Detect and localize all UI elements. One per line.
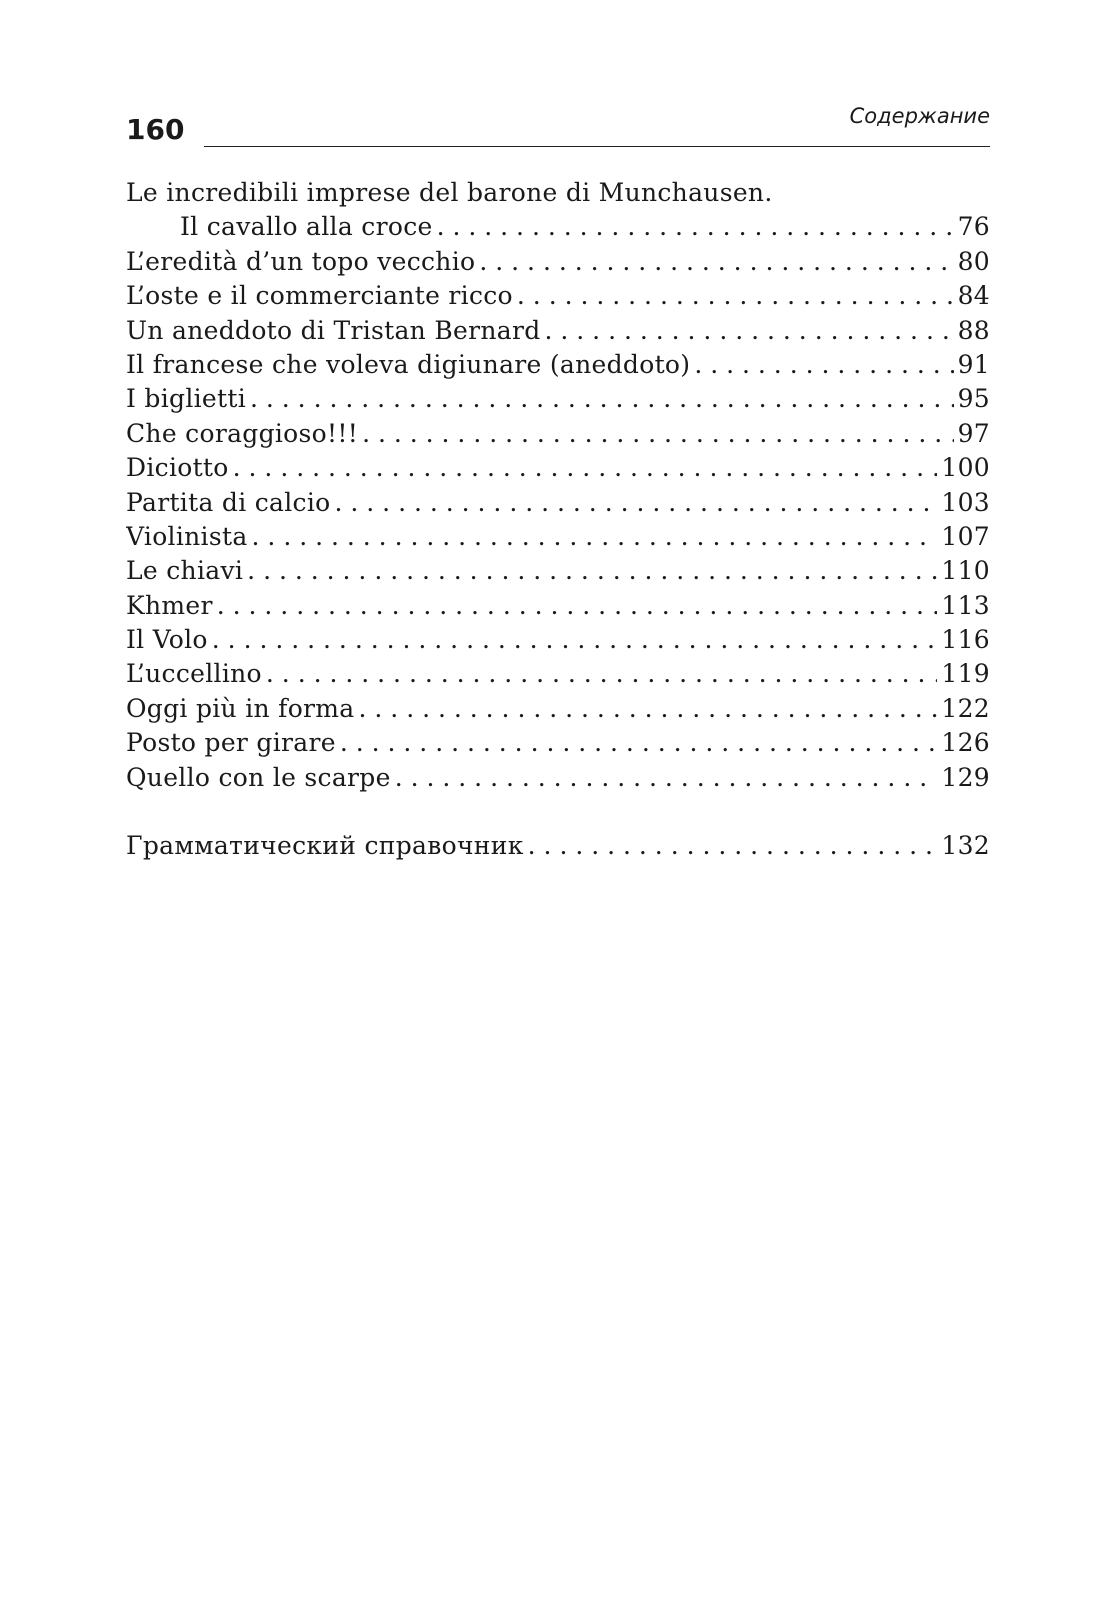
toc-entry-title: Il cavallo alla croce [180,212,433,242]
toc-entry-page: 80 [957,246,990,276]
toc-entry[interactable] [126,692,990,726]
toc-entry[interactable] [126,451,990,485]
toc-entry-page: 97 [957,418,990,448]
toc-entry[interactable] [126,554,990,588]
toc-entry-page: 113 [941,590,990,620]
running-title: Содержание [849,104,990,128]
toc-entry-page: 100 [941,453,990,483]
toc-entry[interactable] [126,210,990,244]
dot-leader [395,761,938,795]
toc-entry-title: Violinista [126,521,248,551]
toc-entry[interactable] [126,589,990,623]
dot-leader [479,245,953,279]
toc-entry-title: L’uccellino [126,659,262,689]
table-of-contents [126,176,990,863]
dot-leader [233,451,938,485]
dot-leader [694,348,953,382]
toc-entry[interactable] [126,623,990,657]
toc-entry-title: Quello con le scarpe [126,762,391,792]
toc-entry-page: 116 [941,625,990,655]
toc-entry-page: 126 [941,728,990,758]
toc-entry[interactable] [126,314,990,348]
toc-entry[interactable] [126,486,990,520]
dot-leader [340,726,938,760]
toc-entry-page: 119 [941,659,990,689]
toc-entry-title: Diciotto [126,453,229,483]
toc-entry-page: 103 [941,487,990,517]
toc-entry-title: Partita di calcio [126,487,331,517]
toc-entry-title: Oggi più in forma [126,693,355,723]
header-rule [204,146,990,147]
dot-leader [252,520,938,554]
toc-entry[interactable] [126,348,990,382]
toc-entry[interactable] [126,657,990,691]
dot-leader [335,486,938,520]
dot-leader [247,554,937,588]
dot-leader [545,314,954,348]
toc-entry-page: 91 [957,349,990,379]
toc-entry-page: 129 [941,762,990,792]
toc-entry[interactable] [126,245,990,279]
toc-entry[interactable] [126,520,990,554]
toc-entry-page: 107 [941,521,990,551]
toc-entry-page: 84 [957,281,990,311]
dot-leader [528,829,938,863]
page-number: 160 [126,113,185,146]
toc-entry-title: L’eredità d’un topo vecchio [126,246,476,276]
toc-entry-appendix[interactable] [126,829,990,863]
dot-leader [217,589,938,623]
dot-leader [362,417,954,451]
toc-entry-title: Il francese che voleva digiunare (aneddoto) [126,349,691,379]
dot-leader [359,692,938,726]
toc-entry-title: Грамматический справочник [126,831,524,861]
toc-entry-title: I biglietti [126,384,246,414]
toc-entry[interactable] [126,279,990,313]
toc-entry-title: Un aneddoto di Tristan Bernard [126,315,541,345]
toc-entry-title: Le chiavi [126,556,244,586]
toc-entry-title: L’oste e il commerciante ricco [126,281,513,311]
toc-entry-page: 95 [957,384,990,414]
toc-entry[interactable] [126,382,990,416]
toc-entry[interactable] [126,726,990,760]
dot-leader [212,623,938,657]
toc-entry-page: 132 [941,831,990,861]
dot-leader [266,657,937,691]
dot-leader [517,279,954,313]
toc-entry-title: Il Volo [126,625,208,655]
toc-entry-page: 76 [957,212,990,242]
page-header [126,100,990,160]
section-spacer [126,795,990,829]
toc-entry-title: Posto per girare [126,728,336,758]
toc-entry[interactable] [126,761,990,795]
toc-entry[interactable] [126,417,990,451]
toc-entry-title: Che coraggioso!!! [126,418,359,448]
toc-entry-page: 110 [941,556,990,586]
toc-entry-title: Khmer [126,590,213,620]
toc-section-heading: Le incredibili imprese del barone di Munchausen. [126,178,773,207]
toc-entry-page: 88 [957,315,990,345]
dot-leader [437,210,954,244]
toc-entry-page: 122 [941,693,990,723]
dot-leader [250,382,954,416]
